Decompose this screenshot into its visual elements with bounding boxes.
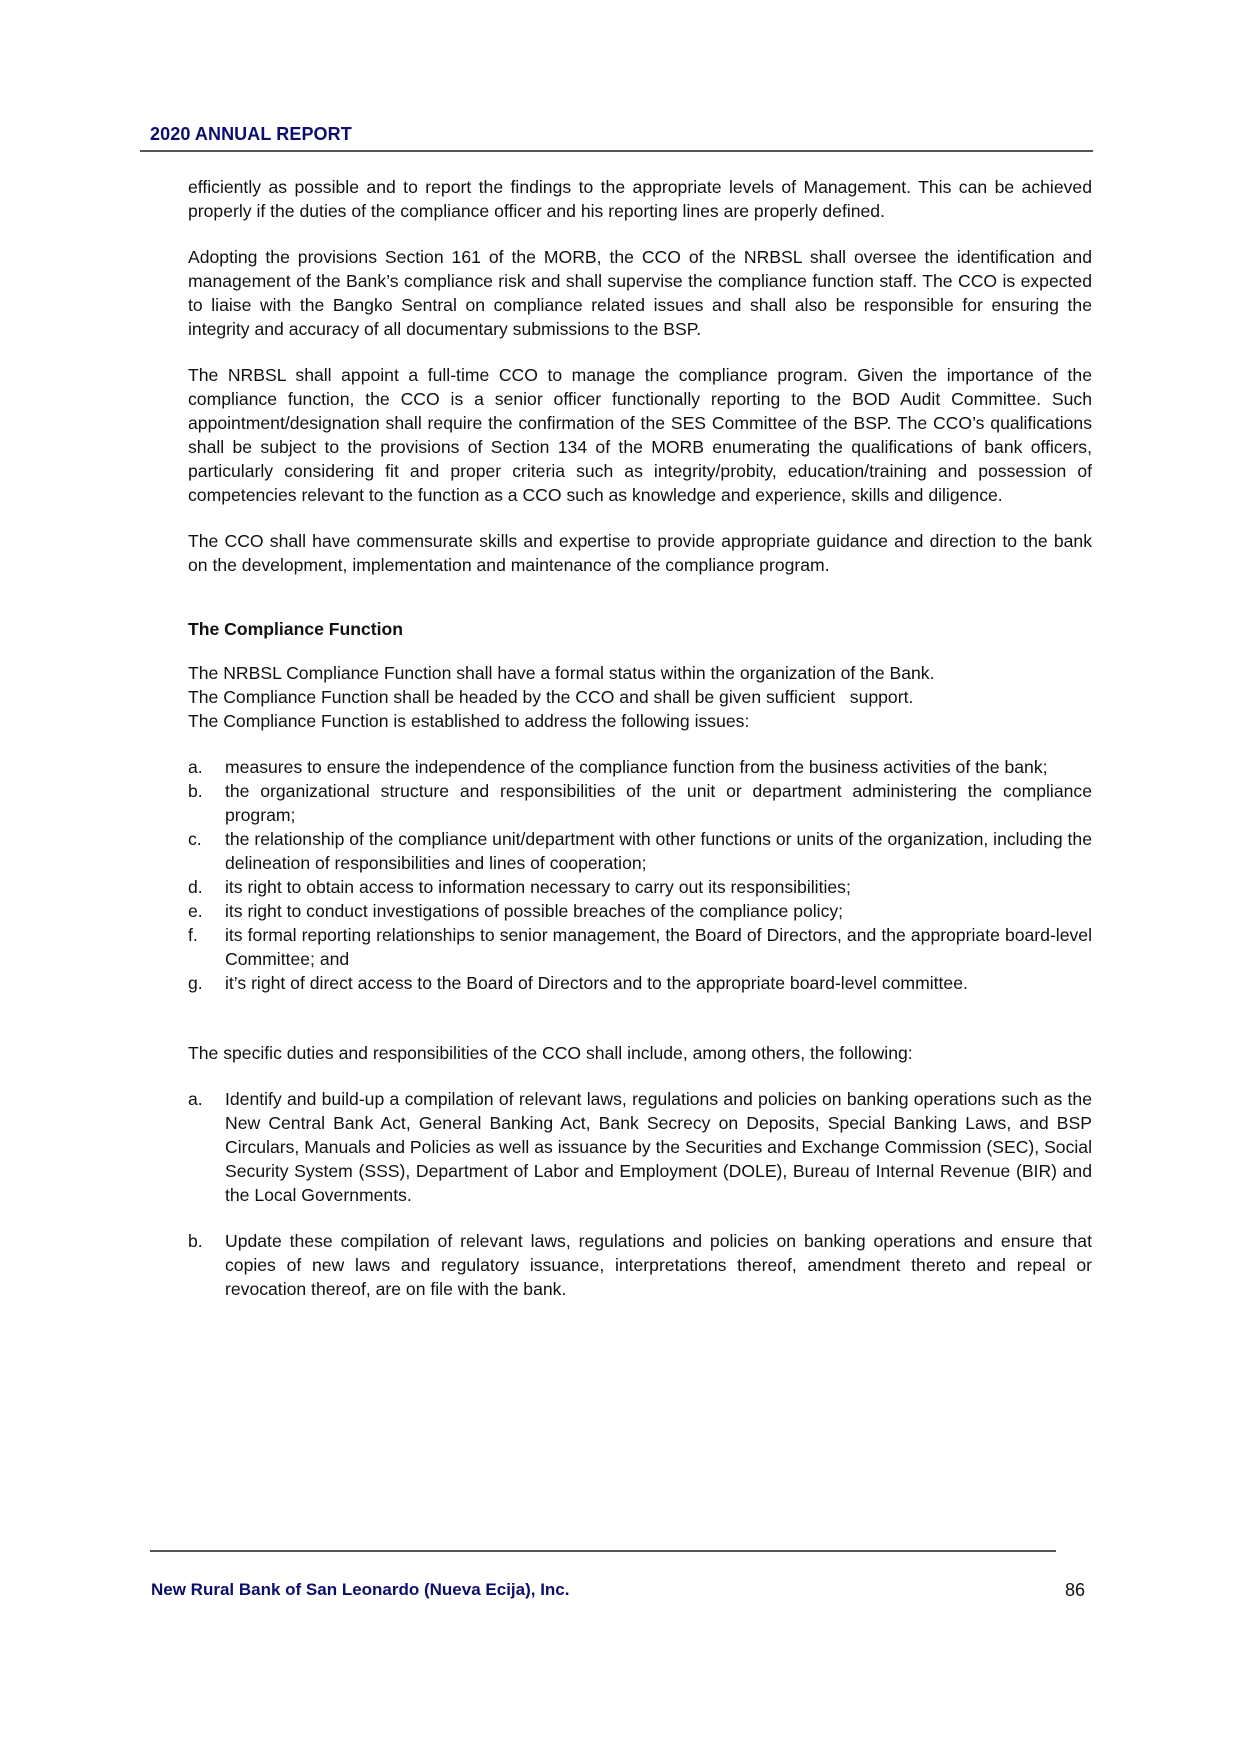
list-item xyxy=(188,779,1092,827)
paragraph: The NRBSL shall appoint a full-time CCO to manage the compliance program. Given the importance of the compliance function, the CCO is a senior officer functionally reporting to the BOD Audit Committee. Such appointment/designation shall require the confirmation of the SES Committee of the BSP. The CCO’s qualifications shall be subject to the provisions of Section 134 of the MORB enumerating the qualifications of bank officers, particularly considering fit and proper criteria such as integrity/probity, education/training and possession of competencies relevant to the function as a CCO such as knowledge and experience, skills and diligence. xyxy=(188,365,1092,505)
function-intro-line: The Compliance Function shall be headed by the CCO and shall be given sufficient support. xyxy=(188,687,914,707)
list-text: its right to obtain access to information necessary to carry out its responsibilities; xyxy=(225,877,851,897)
duties-intro: The specific duties and responsibilities of the CCO shall include, among others, the following: xyxy=(188,1043,913,1063)
list-item xyxy=(188,827,1092,875)
list-item xyxy=(188,1229,1092,1301)
list-text: Identify and build-up a compilation of relevant laws, regulations and policies on banking operations such as the New Central Bank Act, General Banking Act, Bank Secrecy on Deposits, Special Banking Laws, and BSP Circulars, Manuals and Policies as well as issuance by the Securities and Exchange Commission (SEC), Social Security System (SSS), Department of Labor and Employment (DOLE), Bureau of Internal Revenue (BIR) and the Local Governments. xyxy=(225,1089,1092,1205)
header-rule xyxy=(140,150,1093,152)
paragraph: The CCO shall have commensurate skills and expertise to provide appropriate guidance and direction to the bank on the development, implementation and maintenance of the compliance program. xyxy=(188,531,1092,575)
list-text: its formal reporting relationships to senior management, the Board of Directors, and the appropriate board-level Committee; and xyxy=(225,925,1092,969)
issues-list xyxy=(188,755,1092,995)
paragraph: Adopting the provisions Section 161 of the MORB, the CCO of the NRBSL shall oversee the identification and management of the Bank’s compliance risk and shall supervise the compliance function staff. The CCO is expected to liaise with the Bangko Sentral on compliance related issues and shall also be responsible for ensuring the integrity and accuracy of all documentary submissions to the BSP. xyxy=(188,247,1092,339)
list-label: d. xyxy=(188,877,203,897)
list-label: a. xyxy=(188,1089,203,1109)
page-header-title: 2020 ANNUAL REPORT xyxy=(150,124,352,144)
list-item xyxy=(188,1087,1092,1207)
function-intro-line: The NRBSL Compliance Function shall have a formal status within the organization of the Bank. xyxy=(188,663,935,683)
list-text: the organizational structure and responsibilities of the unit or department administering the compliance program; xyxy=(225,781,1092,825)
list-label: a. xyxy=(188,757,203,777)
list-label: b. xyxy=(188,781,203,801)
duties-list xyxy=(188,1087,1092,1301)
section-heading: The Compliance Function xyxy=(188,619,404,639)
list-label: e. xyxy=(188,901,203,921)
list-item xyxy=(188,899,1092,923)
list-label: g. xyxy=(188,973,203,993)
list-text: it’s right of direct access to the Board of Directors and to the appropriate board-level committee. xyxy=(225,973,968,993)
list-item xyxy=(188,755,1092,779)
list-text: its right to conduct investigations of possible breaches of the compliance policy; xyxy=(225,901,844,921)
list-label: f. xyxy=(188,925,198,945)
footer-rule xyxy=(150,1550,1056,1552)
page-body xyxy=(188,175,1092,1301)
list-item xyxy=(188,971,1092,995)
page-number: 86 xyxy=(1065,1580,1086,1600)
list-item xyxy=(188,875,1092,899)
function-intro-line: The Compliance Function is established to address the following issues: xyxy=(188,711,750,731)
footer-organization: New Rural Bank of San Leonardo (Nueva Ecija), Inc. xyxy=(151,1580,570,1599)
list-item xyxy=(188,923,1092,971)
list-text: the relationship of the compliance unit/department with other functions or units of the organization, including the delineation of responsibilities and lines of cooperation; xyxy=(225,829,1092,873)
list-label: c. xyxy=(188,829,202,849)
list-text: measures to ensure the independence of the compliance function from the business activities of the bank; xyxy=(225,757,1048,777)
list-label: b. xyxy=(188,1231,203,1251)
list-text: Update these compilation of relevant laws, regulations and policies on banking operations and ensure that copies of new laws and regulatory issuance, interpretations thereof, amendment thereto and repeal or revocation thereof, are on file with the bank. xyxy=(225,1231,1092,1299)
paragraph: efficiently as possible and to report the findings to the appropriate levels of Management. This can be achieved properly if the duties of the compliance officer and his reporting lines are properly defined. xyxy=(188,177,1092,221)
